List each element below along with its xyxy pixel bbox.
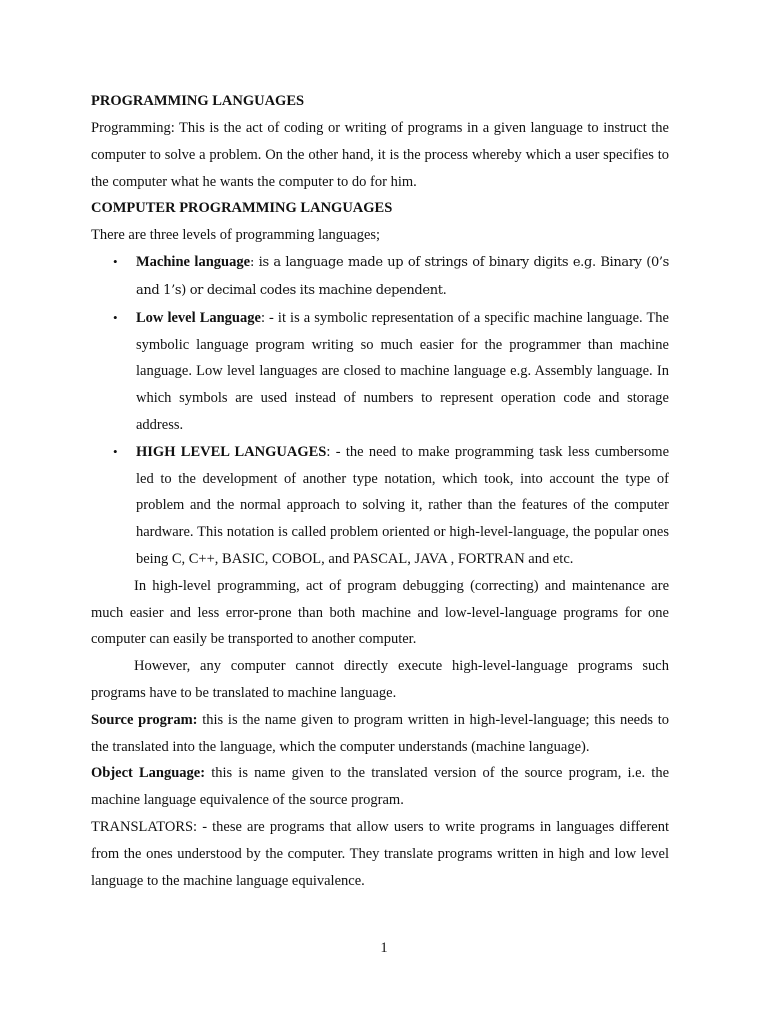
translation-paragraph: However, any computer cannot directly execute high-level-language programs such programs have to be translated to machine language.	[91, 658, 669, 701]
definition-high-level-languages: : - the need to make programming task less cumbersome led to the development of another type notation, which took, into account the type of problem and the normal approach to solving it, rather than the features of the computer hardware. This notation is called problem oriented or high-level-language, the popular ones being C, C++, BASIC, COBOL, and PASCAL, JAVA , FORTRAN and etc.	[136, 443, 670, 567]
source-program-definition: this is the name given to program written in high-level-language; this needs to the translated into the language, which the computer understands (machine language).	[91, 711, 669, 755]
debugging-paragraph: In high-level programming, act of program debugging (correcting) and maintenance are much easier and less error-prone than both machine and low-level-language programs for one computer can easily be transported to another computer.	[91, 577, 669, 648]
section-heading: COMPUTER PROGRAMMING LANGUAGES	[91, 200, 393, 217]
source-program-paragraph	[91, 707, 669, 761]
term-high-level-languages: HIGH LEVEL LANGUAGES	[136, 443, 327, 460]
intro-paragraph: Programming: This is the act of coding or writing of programs in a given language to instruct the computer to solve a problem. On the other hand, it is the process whereby which a user specifies to the computer what he wants the computer to do for him.	[91, 120, 669, 190]
object-language-term: Object Language:	[91, 765, 206, 782]
list-item-machine-language	[91, 249, 669, 305]
definition-low-level-language: : - it is a symbolic representation of a specific machine language. The symbolic language program writing so much easier for the programmer than machine language. Low level languages are closed to machine language e.g. Assembly language. In which symbols are used instead of numbers to represent operation code and storage address.	[136, 309, 669, 433]
bullet-icon: •	[113, 254, 118, 270]
bullet-icon: •	[113, 443, 118, 459]
object-language-definition: this is name given to the translated version of the source program, i.e. the machine language equivalence of the source program.	[91, 765, 670, 809]
term-low-level-language: Low level Language	[136, 309, 261, 326]
list-item-low-level-language	[91, 305, 669, 439]
levels-list	[91, 249, 669, 573]
page-number: 1	[380, 940, 388, 956]
object-language-paragraph	[91, 760, 669, 814]
bullet-icon: •	[113, 309, 118, 325]
levels-intro: There are three levels of programming languages;	[91, 227, 381, 244]
source-program-term: Source program:	[91, 711, 198, 728]
term-machine-language: Machine language	[136, 254, 251, 271]
translators-paragraph: TRANSLATORS: - these are programs that allow users to write programs in languages different from the ones understood by the computer. They translate programs written in high and low level language to the machine language equivalence.	[91, 818, 669, 889]
definition-machine-language: : is a language made up of strings of binary digits e.g. Binary (0’s and 1’s) or decimal codes its machine dependent.	[136, 255, 669, 298]
document-title: PROGRAMMING LANGUAGES	[91, 93, 305, 109]
list-item-high-level-languages	[91, 439, 669, 573]
